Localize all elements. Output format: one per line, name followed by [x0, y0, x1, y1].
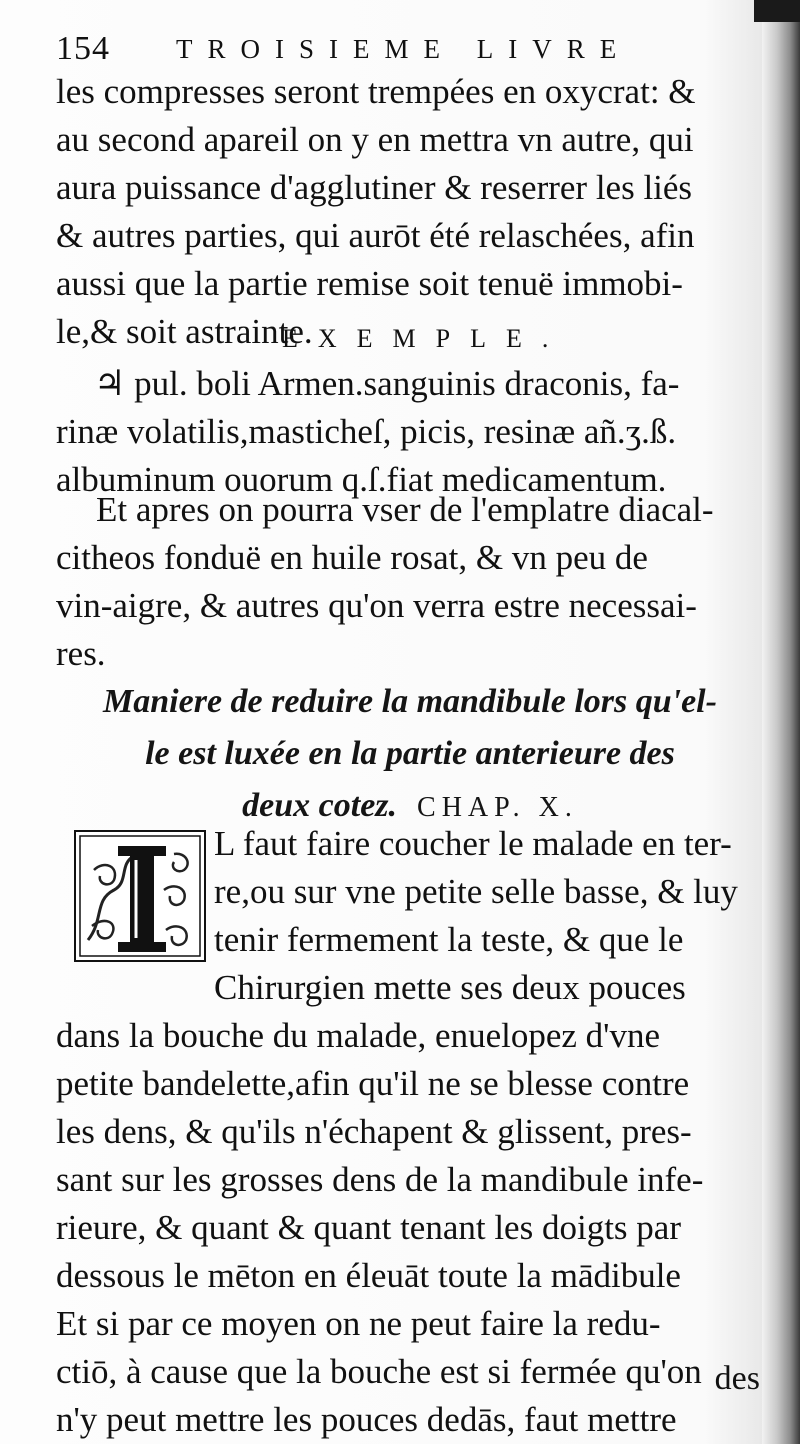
book-spine-shadow [762, 0, 800, 1444]
text-line: aussi que la partie remise soit tenuë immobi- [56, 264, 683, 303]
text-line: re,ou sur vne petite selle basse, & luy [214, 872, 738, 911]
book-spine-corner [754, 0, 800, 22]
recipe-block [56, 360, 764, 504]
example-heading: EXEMPLE. [282, 324, 569, 353]
text-line: les compresses seront trempées en oxycrat: & [56, 72, 696, 111]
text-line: L faut faire coucher le malade en ter- [214, 824, 732, 863]
page-number: 154 [56, 30, 110, 67]
text-line: Et si par ce moyen on ne peut faire la redu- [56, 1304, 661, 1343]
text-line: petite bandelette,afin qu'il ne se blesse contre [56, 1064, 690, 1103]
chapter-title-line: le est luxée en la partie anterieure des [145, 735, 675, 772]
text-line: ctiō, à cause que la bouche est si fermée qu'on [56, 1352, 702, 1391]
text-line: albuminum ouorum q.ſ.fiat medicamentum. [56, 460, 667, 499]
text-line: res. [56, 634, 106, 673]
text-line: Chirurgien mette ses deux pouces [214, 968, 686, 1007]
text-line: ♃ pul. boli Armen.sanguinis draconis, fa- [94, 364, 680, 403]
text-line: tenir fermement la teste, & que le [214, 920, 684, 959]
chapter-body [56, 820, 764, 1444]
text-line: & autres parties, qui aurōt été relaschées, afin [56, 216, 695, 255]
paragraph-top [56, 68, 764, 356]
chapter-number: CHAP. X. [417, 792, 578, 823]
text-line: n'y peut mettre les pouces dedās, faut mettre [56, 1400, 677, 1439]
chapter-title-line: Maniere de reduire la mandibule lors qu'el- [103, 683, 717, 720]
page-header [56, 30, 676, 70]
text-line: citheos fonduë en huile rosat, & vn peu de [56, 538, 648, 577]
chapter-title-line: deux cotez. [242, 787, 398, 824]
text-line: vin-aigre, & autres qu'on verra estre necessai- [56, 586, 697, 625]
text-line: dans la bouche du malade, enuelopez d'vne [56, 1016, 660, 1055]
text-line: au second apareil on y en mettra vn autre, qui [56, 120, 694, 159]
text-line: les dens, & qu'ils n'échapent & glissent, pres- [56, 1112, 692, 1151]
chapter-heading [56, 676, 764, 834]
text-line: sant sur les grosses dens de la mandibule infe- [56, 1160, 704, 1199]
text-line: aura puissance d'agglutiner & reserrer les liés [56, 168, 693, 207]
text-line: rinæ volatilis,masticheſ, picis, resinæ añ.ʒ.ß. [56, 412, 677, 451]
text-line: Et apres on pourra vser de l'emplatre diacal- [96, 490, 714, 529]
running-head: TROISIEME LIVRE [176, 34, 632, 64]
catchword: des [714, 1360, 760, 1397]
paragraph-mid [56, 486, 764, 678]
text-line: rieure, & quant & quant tenant les doigts par [56, 1208, 681, 1247]
text-line: dessous le mēton en éleuāt toute la mādibule [56, 1256, 681, 1295]
text-line: le,& soit astrainte. [56, 312, 313, 351]
